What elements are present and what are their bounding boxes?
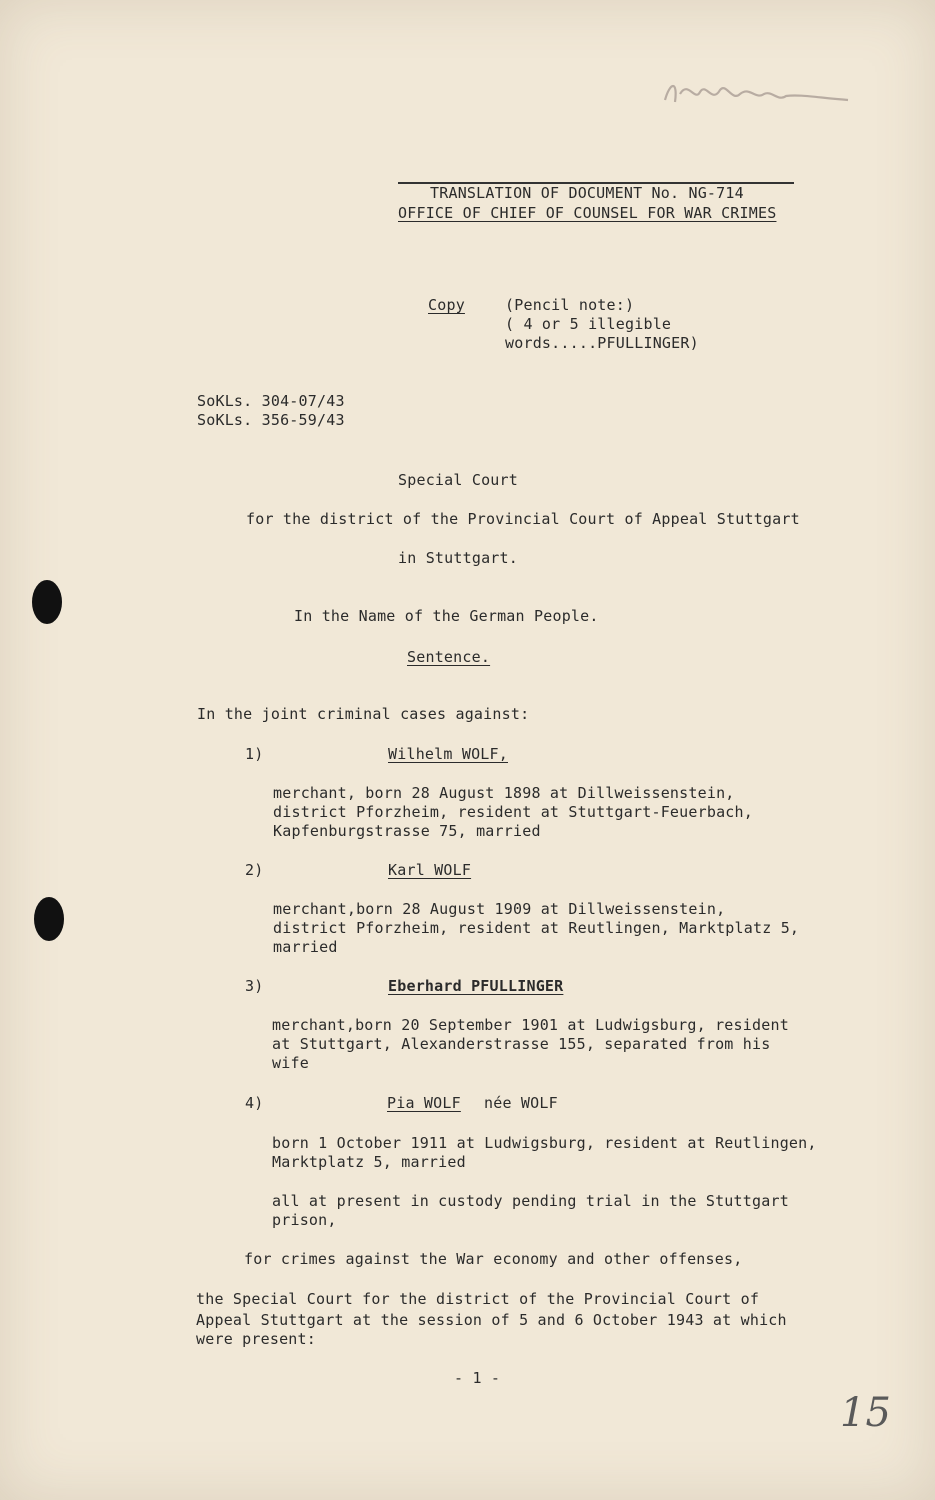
sentence-heading: Sentence. bbox=[407, 648, 491, 666]
pencil-note-line1: (Pencil note:) bbox=[505, 296, 635, 314]
defendant-4-name: Pia WOLF bbox=[387, 1094, 461, 1112]
case-ref-1: SoKLs. 304-07/43 bbox=[197, 392, 345, 410]
defendant-2-detail-2: district Pforzheim, resident at Reutlingen, Marktplatz 5, bbox=[273, 919, 800, 937]
defendant-3-detail-1: merchant,born 20 September 1901 at Ludwigsburg, resident bbox=[272, 1016, 789, 1034]
pencil-note-line3: words.....PFULLINGER) bbox=[505, 334, 699, 352]
header-line2: OFFICE OF CHIEF OF COUNSEL FOR WAR CRIMES bbox=[398, 204, 777, 222]
defendant-1-detail-1: merchant, born 28 August 1898 at Dillweissenstein, bbox=[273, 784, 735, 802]
court-district: for the district of the Provincial Court of Appeal Stuttgart bbox=[246, 510, 800, 528]
custody-line-1: all at present in custody pending trial in the Stuttgart bbox=[272, 1192, 789, 1210]
defendant-4-name-suffix: née WOLF bbox=[484, 1094, 558, 1112]
margin-handwritten-number: 15 bbox=[840, 1390, 891, 1436]
closing-line-2: Appeal Stuttgart at the session of 5 and 6 October 1943 at which bbox=[196, 1311, 787, 1329]
copy-label: Copy bbox=[428, 296, 465, 314]
defendant-2-detail-1: merchant,born 28 August 1909 at Dillweissenstein, bbox=[273, 900, 726, 918]
pencil-note-line2: ( 4 or 5 illegible bbox=[505, 315, 672, 333]
intro-line: In the joint criminal cases against: bbox=[197, 705, 530, 723]
signature-scribble-icon bbox=[660, 72, 855, 117]
defendant-1-name: Wilhelm WOLF, bbox=[388, 745, 508, 763]
defendant-1-number: 1) bbox=[245, 745, 264, 763]
custody-line-2: prison, bbox=[272, 1211, 337, 1229]
punch-hole-top bbox=[32, 580, 62, 624]
court-title: Special Court bbox=[398, 471, 518, 489]
defendant-2-name: Karl WOLF bbox=[388, 861, 472, 879]
page-number: - 1 - bbox=[454, 1369, 501, 1387]
header-line1: TRANSLATION OF DOCUMENT No. NG-714 bbox=[430, 184, 744, 202]
handwritten-signature bbox=[660, 72, 855, 126]
defendant-4-number: 4) bbox=[245, 1094, 264, 1112]
punch-hole-bottom bbox=[34, 897, 64, 941]
defendant-1-detail-3: Kapfenburgstrasse 75, married bbox=[273, 822, 541, 840]
court-location: in Stuttgart. bbox=[398, 549, 518, 567]
closing-line-1: the Special Court for the district of the Provincial Court of bbox=[196, 1290, 760, 1308]
defendant-3-name: Eberhard PFULLINGER bbox=[388, 977, 564, 995]
defendant-2-number: 2) bbox=[245, 861, 264, 879]
defendant-3-number: 3) bbox=[245, 977, 264, 995]
crimes-line: for crimes against the War economy and other offenses, bbox=[244, 1250, 743, 1268]
defendant-2-detail-3: married bbox=[273, 938, 338, 956]
defendant-4-detail-1: born 1 October 1911 at Ludwigsburg, resident at Reutlingen, bbox=[272, 1134, 817, 1152]
defendant-4-detail-2: Marktplatz 5, married bbox=[272, 1153, 466, 1171]
defendant-3-detail-3: wife bbox=[272, 1054, 309, 1072]
defendant-3-detail-2: at Stuttgart, Alexanderstrasse 155, separated from his bbox=[272, 1035, 771, 1053]
case-ref-2: SoKLs. 356-59/43 bbox=[197, 411, 345, 429]
invocation: In the Name of the German People. bbox=[294, 607, 599, 625]
closing-line-3: were present: bbox=[196, 1330, 316, 1348]
defendant-1-detail-2: district Pforzheim, resident at Stuttgart-Feuerbach, bbox=[273, 803, 753, 821]
